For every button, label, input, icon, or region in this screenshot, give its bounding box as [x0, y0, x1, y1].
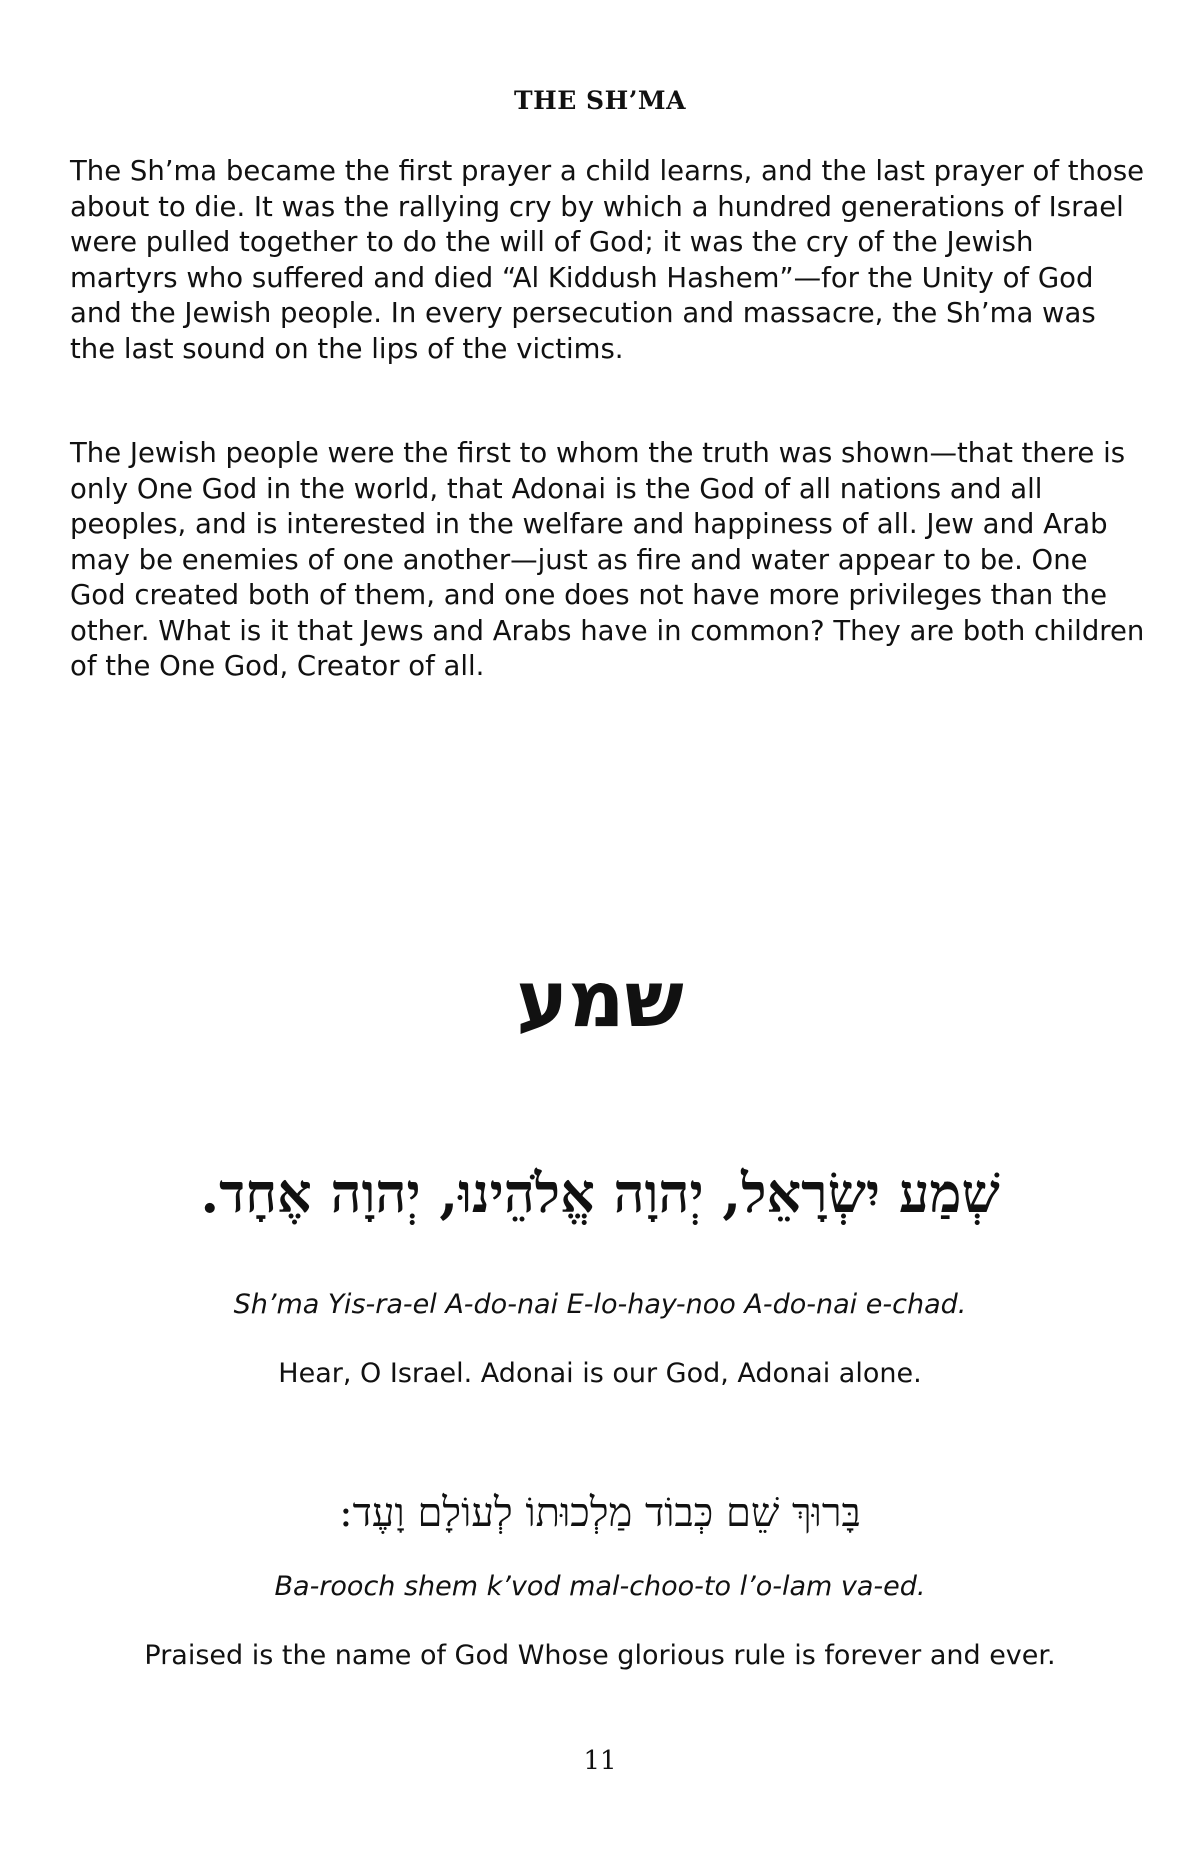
- hebrew-verse-shma: שְׁמַע יִשְׂרָאֵל, יְהוָה אֱלֹהֵינוּ, יְהוָה אֶחָד.: [200, 1161, 1000, 1225]
- page-title: THE SH’MA: [514, 86, 686, 115]
- translation-shma: Hear, O Israel. Adonai is our God, Adonai alone.: [278, 1358, 922, 1389]
- intro-paragraph: The Sh’ma became the first prayer a child learns, and the last prayer of those about to die. It was the rallying cry by which a hundred generations of Israel were pulled together to do the will of God; it was the cry of the Jewish martyrs who suffered and died “Al Kiddush Hashem”—for the Unity of God and the Jewish people. In every persecution and massacre, the Sh’ma was the last sound on the lips of the victims.: [70, 155, 1145, 365]
- transliteration-shma: Sh’ma Yis-ra-el A-do-nai E-lo-hay-noo A-do-nai e-chad.: [233, 1289, 967, 1320]
- transliteration-baruch: Ba-rooch shem k’vod mal-choo-to l’o-lam va-ed.: [274, 1571, 926, 1602]
- translation-baruch: Praised is the name of God Whose glorious rule is forever and ever.: [144, 1640, 1056, 1671]
- page-number: 11: [583, 1746, 617, 1776]
- hebrew-verse-baruch: בָּרוּךְ שֵׁם כְּבוֹד מַלְכוּתוֹ לְעוֹלָם וָעֶד:: [339, 1490, 861, 1536]
- body-paragraph: The Jewish people were the first to whom the truth was shown—that there is only One God in the world, that Adonai is the God of all nations and all peoples, and is interested in the welfare and happiness of all. Jew and Arab may be enemies of one another—just as fire and water appear to be. One God created both of them, and one does not have more privileges than the other. What is it that Jews and Arabs have in common? They are both children of the One God, Creator of all.: [70, 437, 1145, 682]
- hebrew-heading: שמע: [516, 955, 684, 1045]
